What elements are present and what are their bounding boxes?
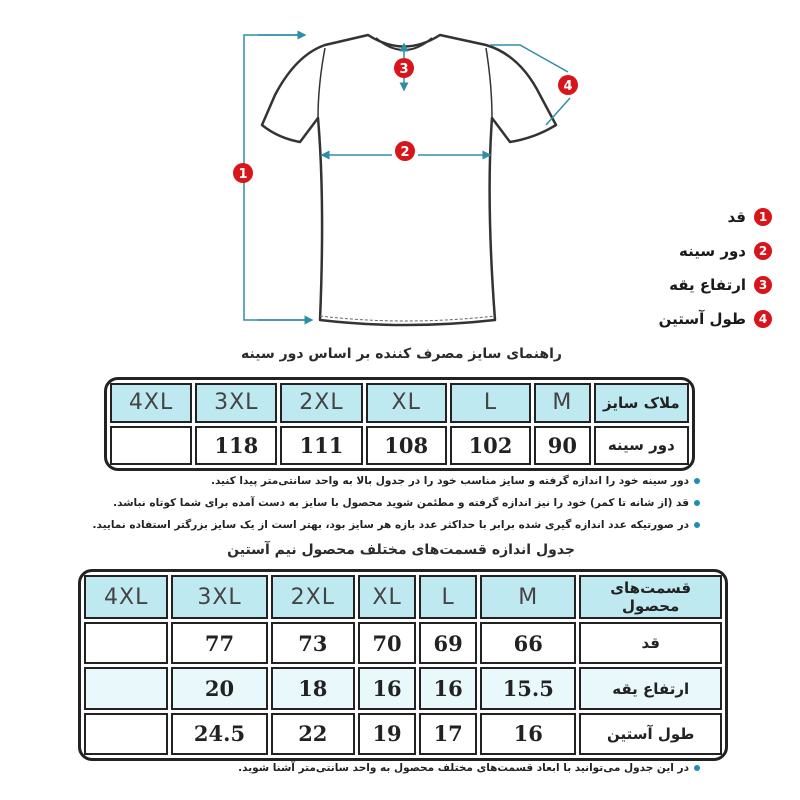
size-header-4xl: 4XL [110, 383, 192, 423]
note-item: قد (از شانه تا کمر) خود را نیز اندازه گرفته و مطئمن شوید محصول با سایز به دست آمده برای شما کوتاه نباشد. [93, 492, 700, 514]
legend-item-collar [592, 276, 772, 294]
svg-text:1: 1 [238, 167, 248, 182]
row-label-height: قد [579, 622, 722, 664]
size-header-3xl: 3XL [195, 383, 277, 423]
value-cell: 20 [171, 667, 267, 709]
marker-2 [395, 141, 415, 161]
size-guide-table [104, 377, 695, 471]
value-cell: 90 [534, 426, 590, 466]
measurement-notes [238, 757, 700, 779]
tshirt-outline [262, 35, 556, 325]
svg-text:2: 2 [400, 145, 410, 160]
marker-4 [558, 75, 578, 95]
bullet-icon [694, 478, 700, 484]
number-badge-3: 3 [754, 276, 772, 294]
value-cell [84, 667, 168, 709]
value-cell: 16 [419, 667, 477, 709]
measurement-table [78, 569, 728, 761]
size-header-4xl: 4XL [84, 575, 168, 619]
row-label-chest: دور سینه [594, 426, 689, 466]
note-item: دور سینه خود را اندازه گرفته و سایز مناسب خود را در جدول بالا به واحد سانتی‌متر پیدا کنید. [93, 470, 700, 492]
header-label-cell: ملاک سایز [594, 383, 689, 423]
value-cell: 118 [195, 426, 277, 466]
legend-label: طول آستین [658, 310, 746, 328]
number-badge-2: 2 [754, 242, 772, 260]
value-cell: 66 [480, 622, 576, 664]
size-header-2xl: 2XL [271, 575, 355, 619]
size-header-2xl: 2XL [280, 383, 362, 423]
value-cell: 73 [271, 622, 355, 664]
row-label-sleeve: طول آستین [579, 713, 722, 755]
measurement-table-title: جدول اندازه قسمت‌های مختلف محصول نیم آستین [227, 542, 575, 558]
value-cell: 77 [171, 622, 267, 664]
value-cell: 17 [419, 713, 477, 755]
size-header-m: M [480, 575, 576, 619]
size-guide-title: راهنمای سایز مصرف کننده بر اساس دور سینه [241, 346, 562, 362]
value-cell [110, 426, 192, 466]
header-label-cell: قسمت‌های محصول [579, 575, 722, 619]
value-cell: 69 [419, 622, 477, 664]
svg-text:3: 3 [399, 62, 409, 77]
bullet-icon [694, 765, 700, 771]
size-header-l: L [419, 575, 477, 619]
legend-item-sleeve [592, 310, 772, 328]
note-item: در صورتیکه عدد اندازه گیری شده برابر با حداکثر عدد بازه هر سایز بود، بهتر است از یک سایز بزرگتر استفاده نمایید. [93, 514, 700, 536]
marker-3 [394, 58, 414, 78]
size-guide-notes [93, 470, 700, 536]
size-header-xl: XL [366, 383, 447, 423]
legend-item-chest [592, 242, 772, 260]
value-cell [84, 622, 168, 664]
legend-label: ارتفاع یقه [669, 276, 746, 294]
value-cell: 18 [271, 667, 355, 709]
value-cell: 70 [358, 622, 416, 664]
legend-item-height [592, 208, 772, 226]
size-header-3xl: 3XL [171, 575, 267, 619]
value-cell: 111 [280, 426, 362, 466]
value-cell: 16 [480, 713, 576, 755]
value-cell: 108 [366, 426, 447, 466]
svg-text:4: 4 [563, 79, 573, 94]
value-cell: 24.5 [171, 713, 267, 755]
value-cell: 102 [450, 426, 531, 466]
value-cell: 15.5 [480, 667, 576, 709]
bullet-icon [694, 522, 700, 528]
size-header-xl: XL [358, 575, 416, 619]
value-cell [84, 713, 168, 755]
value-cell: 19 [358, 713, 416, 755]
value-cell: 16 [358, 667, 416, 709]
size-header-m: M [534, 383, 590, 423]
number-badge-4: 4 [754, 310, 772, 328]
size-header-l: L [450, 383, 531, 423]
legend-label: قد [727, 208, 746, 226]
legend-label: دور سینه [679, 242, 746, 260]
value-cell: 22 [271, 713, 355, 755]
row-label-collar: ارتفاع یقه [579, 667, 722, 709]
marker-1 [233, 163, 253, 183]
note-item: در این جدول می‌توانید با ابعاد قسمت‌های مختلف محصول به واحد سانتی‌متر آشنا شوید. [238, 757, 700, 779]
bullet-icon [694, 500, 700, 506]
number-badge-1: 1 [754, 208, 772, 226]
